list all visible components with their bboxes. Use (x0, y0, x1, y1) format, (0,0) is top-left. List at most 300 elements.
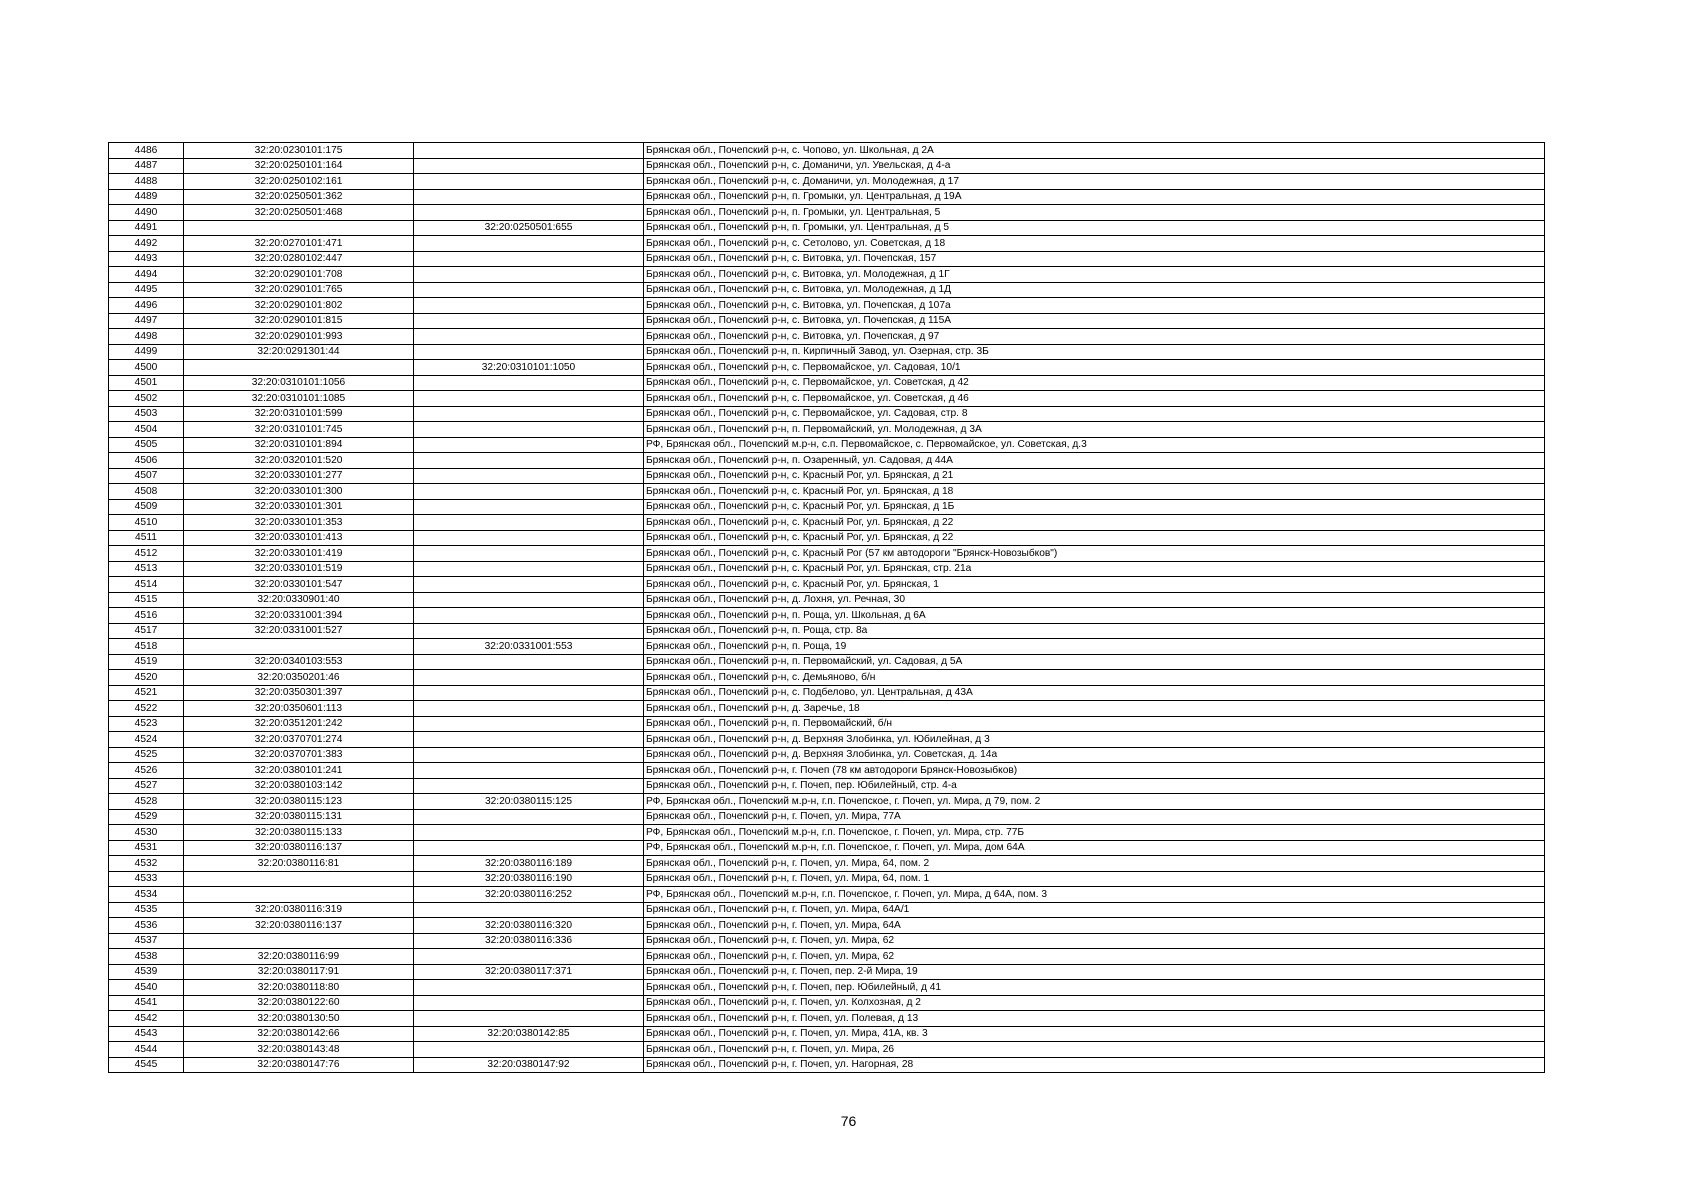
table-row (109, 406, 1545, 422)
table-row (109, 887, 1545, 903)
table-row (109, 344, 1545, 360)
cadastral-number-cell: 32:20:0380116:137 (184, 840, 414, 856)
table-row (109, 856, 1545, 872)
row-number-cell: 4501 (109, 375, 184, 391)
address-cell: Брянская обл., Почепский р-н, с. Красный Рог, ул. Брянская, стр. 21а (644, 561, 1545, 577)
row-number-cell: 4540 (109, 980, 184, 996)
table-row (109, 778, 1545, 794)
address-cell: Брянская обл., Почепский р-н, с. Первомайское, ул. Советская, д 46 (644, 391, 1545, 407)
table-row (109, 298, 1545, 314)
address-cell: РФ, Брянская обл., Почепский м.р-н, г.п. Почепское, г. Почеп, ул. Мира, д 79, пом. 2 (644, 794, 1545, 810)
row-number-cell: 4541 (109, 995, 184, 1011)
cadastral-number-cell (184, 360, 414, 376)
linked-cadastral-number-cell (414, 515, 644, 531)
cadastral-number-cell: 32:20:0310101:1056 (184, 375, 414, 391)
table-row (109, 995, 1545, 1011)
row-number-cell: 4531 (109, 840, 184, 856)
address-cell: Брянская обл., Почепский р-н, с. Витовка, ул. Почепская, д 97 (644, 329, 1545, 345)
table-row (109, 313, 1545, 329)
table-row (109, 1057, 1545, 1073)
linked-cadastral-number-cell: 32:20:0380116:189 (414, 856, 644, 872)
cadastral-number-cell: 32:20:0230101:175 (184, 143, 414, 159)
table-row (109, 840, 1545, 856)
table-row (109, 360, 1545, 376)
cadastral-number-cell: 32:20:0290101:993 (184, 329, 414, 345)
address-cell: Брянская обл., Почепский р-н, с. Первомайское, ул. Садовая, стр. 8 (644, 406, 1545, 422)
address-cell: Брянская обл., Почепский р-н, с. Витовка, ул. Молодежная, д 1Д (644, 282, 1545, 298)
table-row (109, 670, 1545, 686)
address-cell: Брянская обл., Почепский р-н, г. Почеп, ул. Мира, 64, пом. 2 (644, 856, 1545, 872)
address-cell: Брянская обл., Почепский р-н, г. Почеп, ул. Мира, 26 (644, 1042, 1545, 1058)
cadastral-number-cell: 32:20:0270101:471 (184, 236, 414, 252)
table-row (109, 685, 1545, 701)
linked-cadastral-number-cell (414, 267, 644, 283)
cadastral-number-cell (184, 220, 414, 236)
linked-cadastral-number-cell (414, 189, 644, 205)
row-number-cell: 4516 (109, 608, 184, 624)
address-cell: Брянская обл., Почепский р-н, с. Красный Рог, ул. Брянская, д 21 (644, 468, 1545, 484)
table-row (109, 561, 1545, 577)
cadastral-number-cell: 32:20:0330101:419 (184, 546, 414, 562)
linked-cadastral-number-cell: 32:20:0380116:320 (414, 918, 644, 934)
address-cell: Брянская обл., Почепский р-н, с. Витовка, ул. Почепская, д 107а (644, 298, 1545, 314)
row-number-cell: 4489 (109, 189, 184, 205)
address-cell: Брянская обл., Почепский р-н, г. Почеп, пер. Юбилейный, д 41 (644, 980, 1545, 996)
row-number-cell: 4505 (109, 437, 184, 453)
row-number-cell: 4536 (109, 918, 184, 934)
address-cell: Брянская обл., Почепский р-н, г. Почеп, пер. 2-й Мира, 19 (644, 964, 1545, 980)
table-row (109, 871, 1545, 887)
linked-cadastral-number-cell: 32:20:0380142:85 (414, 1026, 644, 1042)
cadastral-number-cell: 32:20:0250501:362 (184, 189, 414, 205)
address-cell: Брянская обл., Почепский р-н, д. Заречье, 18 (644, 701, 1545, 717)
row-number-cell: 4495 (109, 282, 184, 298)
row-number-cell: 4524 (109, 732, 184, 748)
linked-cadastral-number-cell (414, 980, 644, 996)
address-cell: Брянская обл., Почепский р-н, с. Первомайское, ул. Садовая, 10/1 (644, 360, 1545, 376)
row-number-cell: 4511 (109, 530, 184, 546)
cadastral-number-cell: 32:20:0310101:1085 (184, 391, 414, 407)
row-number-cell: 4513 (109, 561, 184, 577)
row-number-cell: 4519 (109, 654, 184, 670)
row-number-cell: 4496 (109, 298, 184, 314)
linked-cadastral-number-cell: 32:20:0380117:371 (414, 964, 644, 980)
table-row (109, 391, 1545, 407)
row-number-cell: 4538 (109, 949, 184, 965)
cadastral-number-cell: 32:20:0330901:40 (184, 592, 414, 608)
row-number-cell: 4525 (109, 747, 184, 763)
row-number-cell: 4526 (109, 763, 184, 779)
address-cell: Брянская обл., Почепский р-н, г. Почеп, ул. Полевая, д 13 (644, 1011, 1545, 1027)
row-number-cell: 4500 (109, 360, 184, 376)
address-cell: Брянская обл., Почепский р-н, п. Роща, 19 (644, 639, 1545, 655)
linked-cadastral-number-cell (414, 949, 644, 965)
linked-cadastral-number-cell (414, 1011, 644, 1027)
address-cell: Брянская обл., Почепский р-н, с. Подбелово, ул. Центральная, д 43А (644, 685, 1545, 701)
linked-cadastral-number-cell (414, 763, 644, 779)
table-row (109, 639, 1545, 655)
table-row (109, 468, 1545, 484)
row-number-cell: 4512 (109, 546, 184, 562)
row-number-cell: 4506 (109, 453, 184, 469)
table-row (109, 282, 1545, 298)
address-cell: Брянская обл., Почепский р-н, с. Красный Рог (57 км автодороги "Брянск-Новозыбков") (644, 546, 1545, 562)
row-number-cell: 4509 (109, 499, 184, 515)
cadastral-number-cell: 32:20:0380116:81 (184, 856, 414, 872)
cadastral-number-cell: 32:20:0380115:133 (184, 825, 414, 841)
address-cell: Брянская обл., Почепский р-н, с. Сетолово, ул. Советская, д 18 (644, 236, 1545, 252)
registry-table-body (109, 143, 1545, 1073)
table-row (109, 980, 1545, 996)
table-row (109, 1042, 1545, 1058)
cadastral-number-cell: 32:20:0330101:353 (184, 515, 414, 531)
cadastral-number-cell: 32:20:0380117:91 (184, 964, 414, 980)
row-number-cell: 4517 (109, 623, 184, 639)
linked-cadastral-number-cell (414, 375, 644, 391)
address-cell: Брянская обл., Почепский р-н, п. Озаренный, ул. Садовая, д 44А (644, 453, 1545, 469)
address-cell: Брянская обл., Почепский р-н, с. Витовка, ул. Почепская, 157 (644, 251, 1545, 267)
linked-cadastral-number-cell (414, 313, 644, 329)
linked-cadastral-number-cell (414, 546, 644, 562)
linked-cadastral-number-cell (414, 809, 644, 825)
address-cell: Брянская обл., Почепский р-н, с. Демьяново, б/н (644, 670, 1545, 686)
address-cell: Брянская обл., Почепский р-н, с. Красный Рог, ул. Брянская, д 18 (644, 484, 1545, 500)
row-number-cell: 4518 (109, 639, 184, 655)
cadastral-number-cell: 32:20:0331001:394 (184, 608, 414, 624)
table-row (109, 530, 1545, 546)
linked-cadastral-number-cell (414, 422, 644, 438)
table-row (109, 794, 1545, 810)
cadastral-number-cell: 32:20:0350601:113 (184, 701, 414, 717)
cadastral-number-cell: 32:20:0380142:66 (184, 1026, 414, 1042)
address-cell: Брянская обл., Почепский р-н, д. Верхняя Злобинка, ул. Юбилейная, д 3 (644, 732, 1545, 748)
row-number-cell: 4528 (109, 794, 184, 810)
linked-cadastral-number-cell (414, 1042, 644, 1058)
address-cell: Брянская обл., Почепский р-н, п. Первомайский, б/н (644, 716, 1545, 732)
address-cell: Брянская обл., Почепский р-н, г. Почеп, ул. Мира, 64А/1 (644, 902, 1545, 918)
linked-cadastral-number-cell (414, 608, 644, 624)
table-row (109, 546, 1545, 562)
row-number-cell: 4542 (109, 1011, 184, 1027)
table-row (109, 251, 1545, 267)
cadastral-number-cell: 32:20:0351201:242 (184, 716, 414, 732)
table-row (109, 918, 1545, 934)
row-number-cell: 4537 (109, 933, 184, 949)
linked-cadastral-number-cell (414, 437, 644, 453)
address-cell: Брянская обл., Почепский р-н, г. Почеп, пер. Юбилейный, стр. 4-а (644, 778, 1545, 794)
row-number-cell: 4488 (109, 174, 184, 190)
cadastral-number-cell: 32:20:0330101:300 (184, 484, 414, 500)
address-cell: Брянская обл., Почепский р-н, г. Почеп, ул. Мира, 62 (644, 949, 1545, 965)
table-row (109, 933, 1545, 949)
cadastral-number-cell: 32:20:0350301:397 (184, 685, 414, 701)
linked-cadastral-number-cell (414, 251, 644, 267)
linked-cadastral-number-cell (414, 902, 644, 918)
address-cell: Брянская обл., Почепский р-н, с. Красный Рог, ул. Брянская, д 22 (644, 530, 1545, 546)
row-number-cell: 4494 (109, 267, 184, 283)
row-number-cell: 4533 (109, 871, 184, 887)
address-cell: Брянская обл., Почепский р-н, с. Красный Рог, ул. Брянская, д 22 (644, 515, 1545, 531)
cadastral-number-cell: 32:20:0330101:277 (184, 468, 414, 484)
cadastral-number-cell: 32:20:0291301:44 (184, 344, 414, 360)
linked-cadastral-number-cell (414, 499, 644, 515)
table-row (109, 422, 1545, 438)
row-number-cell: 4522 (109, 701, 184, 717)
table-row (109, 375, 1545, 391)
cadastral-number-cell: 32:20:0280102:447 (184, 251, 414, 267)
linked-cadastral-number-cell (414, 747, 644, 763)
cadastral-number-cell: 32:20:0380116:319 (184, 902, 414, 918)
address-cell: Брянская обл., Почепский р-н, п. Роща, ул. Школьная, д 6А (644, 608, 1545, 624)
row-number-cell: 4497 (109, 313, 184, 329)
address-cell: Брянская обл., Почепский р-н, д. Верхняя Злобинка, ул. Советская, д. 14а (644, 747, 1545, 763)
linked-cadastral-number-cell (414, 654, 644, 670)
row-number-cell: 4510 (109, 515, 184, 531)
table-row (109, 236, 1545, 252)
table-row (109, 654, 1545, 670)
linked-cadastral-number-cell: 32:20:0331001:553 (414, 639, 644, 655)
linked-cadastral-number-cell: 32:20:0310101:1050 (414, 360, 644, 376)
cadastral-number-cell: 32:20:0331001:527 (184, 623, 414, 639)
address-cell: Брянская обл., Почепский р-н, с. Витовка, ул. Почепская, д 115А (644, 313, 1545, 329)
table-row (109, 499, 1545, 515)
address-cell: Брянская обл., Почепский р-н, п. Первомайский, ул. Молодежная, д 3А (644, 422, 1545, 438)
address-cell: Брянская обл., Почепский р-н, п. Первомайский, ул. Садовая, д 5А (644, 654, 1545, 670)
linked-cadastral-number-cell (414, 592, 644, 608)
row-number-cell: 4544 (109, 1042, 184, 1058)
address-cell: Брянская обл., Почепский р-н, г. Почеп, ул. Колхозная, д 2 (644, 995, 1545, 1011)
table-row (109, 515, 1545, 531)
linked-cadastral-number-cell (414, 685, 644, 701)
address-cell: Брянская обл., Почепский р-н, г. Почеп, ул. Мира, 41А, кв. 3 (644, 1026, 1545, 1042)
linked-cadastral-number-cell (414, 143, 644, 159)
cadastral-number-cell: 32:20:0380122:60 (184, 995, 414, 1011)
cadastral-number-cell: 32:20:0380101:241 (184, 763, 414, 779)
address-cell: Брянская обл., Почепский р-н, п. Роща, стр. 8а (644, 623, 1545, 639)
linked-cadastral-number-cell (414, 701, 644, 717)
table-row (109, 623, 1545, 639)
linked-cadastral-number-cell: 32:20:0380116:336 (414, 933, 644, 949)
table-row (109, 174, 1545, 190)
cadastral-number-cell: 32:20:0380147:76 (184, 1057, 414, 1073)
address-cell: Брянская обл., Почепский р-н, с. Красный Рог, ул. Брянская, 1 (644, 577, 1545, 593)
cadastral-number-cell: 32:20:0330101:413 (184, 530, 414, 546)
linked-cadastral-number-cell (414, 329, 644, 345)
cadastral-number-cell: 32:20:0380115:123 (184, 794, 414, 810)
linked-cadastral-number-cell (414, 158, 644, 174)
row-number-cell: 4529 (109, 809, 184, 825)
table-row (109, 205, 1545, 221)
linked-cadastral-number-cell (414, 840, 644, 856)
address-cell: Брянская обл., Почепский р-н, п. Громыки, ул. Центральная, д 5 (644, 220, 1545, 236)
table-row (109, 143, 1545, 159)
cadastral-number-cell: 32:20:0290101:708 (184, 267, 414, 283)
address-cell: Брянская обл., Почепский р-н, с. Красный Рог, ул. Брянская, д 1Б (644, 499, 1545, 515)
cadastral-number-cell (184, 933, 414, 949)
linked-cadastral-number-cell (414, 236, 644, 252)
address-cell: Брянская обл., Почепский р-н, с. Витовка, ул. Молодежная, д 1Г (644, 267, 1545, 283)
linked-cadastral-number-cell (414, 391, 644, 407)
cadastral-number-cell (184, 887, 414, 903)
linked-cadastral-number-cell (414, 623, 644, 639)
address-cell: Брянская обл., Почепский р-н, г. Почеп, ул. Мира, 64А (644, 918, 1545, 934)
linked-cadastral-number-cell: 32:20:0250501:655 (414, 220, 644, 236)
row-number-cell: 4515 (109, 592, 184, 608)
table-row (109, 747, 1545, 763)
table-row (109, 158, 1545, 174)
address-cell: Брянская обл., Почепский р-н, д. Лохня, ул. Речная, 30 (644, 592, 1545, 608)
table-row (109, 329, 1545, 345)
table-row (109, 701, 1545, 717)
table-row (109, 716, 1545, 732)
address-cell: Брянская обл., Почепский р-н, п. Громыки, ул. Центральная, д 19А (644, 189, 1545, 205)
table-row (109, 949, 1545, 965)
cadastral-number-cell: 32:20:0380116:99 (184, 949, 414, 965)
page-number: 76 (840, 1113, 857, 1129)
cadastral-number-cell: 32:20:0330101:301 (184, 499, 414, 515)
cadastral-number-cell (184, 639, 414, 655)
cadastral-number-cell: 32:20:0380103:142 (184, 778, 414, 794)
linked-cadastral-number-cell (414, 716, 644, 732)
linked-cadastral-number-cell (414, 453, 644, 469)
table-row (109, 1026, 1545, 1042)
table-row (109, 577, 1545, 593)
address-cell: Брянская обл., Почепский р-н, п. Громыки, ул. Центральная, 5 (644, 205, 1545, 221)
address-cell: РФ, Брянская обл., Почепский м.р-н, г.п. Почепское, г. Почеп, ул. Мира, стр. 77Б (644, 825, 1545, 841)
linked-cadastral-number-cell (414, 670, 644, 686)
linked-cadastral-number-cell: 32:20:0380115:125 (414, 794, 644, 810)
address-cell: Брянская обл., Почепский р-н, г. Почеп, ул. Мира, 64, пом. 1 (644, 871, 1545, 887)
linked-cadastral-number-cell (414, 298, 644, 314)
cadastral-number-cell: 32:20:0310101:894 (184, 437, 414, 453)
address-cell: Брянская обл., Почепский р-н, г. Почеп, ул. Мира, 62 (644, 933, 1545, 949)
linked-cadastral-number-cell (414, 205, 644, 221)
row-number-cell: 4492 (109, 236, 184, 252)
cadastral-number-cell: 32:20:0330101:547 (184, 577, 414, 593)
linked-cadastral-number-cell (414, 561, 644, 577)
row-number-cell: 4502 (109, 391, 184, 407)
linked-cadastral-number-cell (414, 282, 644, 298)
linked-cadastral-number-cell (414, 484, 644, 500)
table-row (109, 763, 1545, 779)
row-number-cell: 4508 (109, 484, 184, 500)
table-row (109, 267, 1545, 283)
table-row (109, 1011, 1545, 1027)
cadastral-number-cell: 32:20:0380116:137 (184, 918, 414, 934)
linked-cadastral-number-cell (414, 468, 644, 484)
table-row (109, 902, 1545, 918)
row-number-cell: 4491 (109, 220, 184, 236)
address-cell: РФ, Брянская обл., Почепский м.р-н, г.п. Почепское, г. Почеп, ул. Мира, дом 64А (644, 840, 1545, 856)
row-number-cell: 4490 (109, 205, 184, 221)
address-cell: Брянская обл., Почепский р-н, г. Почеп, ул. Нагорная, 28 (644, 1057, 1545, 1073)
row-number-cell: 4523 (109, 716, 184, 732)
table-row (109, 220, 1545, 236)
cadastral-number-cell: 32:20:0380143:48 (184, 1042, 414, 1058)
linked-cadastral-number-cell: 32:20:0380147:92 (414, 1057, 644, 1073)
cadastral-number-cell: 32:20:0250102:161 (184, 174, 414, 190)
table-row (109, 453, 1545, 469)
cadastral-number-cell: 32:20:0310101:745 (184, 422, 414, 438)
row-number-cell: 4539 (109, 964, 184, 980)
row-number-cell: 4507 (109, 468, 184, 484)
linked-cadastral-number-cell (414, 577, 644, 593)
cadastral-number-cell: 32:20:0320101:520 (184, 453, 414, 469)
linked-cadastral-number-cell (414, 995, 644, 1011)
table-row (109, 592, 1545, 608)
cadastral-number-cell: 32:20:0290101:765 (184, 282, 414, 298)
table-row (109, 809, 1545, 825)
address-cell: Брянская обл., Почепский р-н, г. Почеп (78 км автодороги Брянск-Новозыбков) (644, 763, 1545, 779)
linked-cadastral-number-cell: 32:20:0380116:190 (414, 871, 644, 887)
address-cell: Брянская обл., Почепский р-н, с. Доманичи, ул. Увельская, д 4-а (644, 158, 1545, 174)
cadastral-number-cell: 32:20:0330101:519 (184, 561, 414, 577)
linked-cadastral-number-cell (414, 530, 644, 546)
row-number-cell: 4530 (109, 825, 184, 841)
linked-cadastral-number-cell (414, 825, 644, 841)
cadastral-number-cell: 32:20:0370701:274 (184, 732, 414, 748)
row-number-cell: 4545 (109, 1057, 184, 1073)
row-number-cell: 4486 (109, 143, 184, 159)
address-cell: Брянская обл., Почепский р-н, с. Чопово, ул. Школьная, д 2А (644, 143, 1545, 159)
address-cell: Брянская обл., Почепский р-н, с. Первомайское, ул. Советская, д 42 (644, 375, 1545, 391)
table-row (109, 437, 1545, 453)
table-row (109, 964, 1545, 980)
row-number-cell: 4503 (109, 406, 184, 422)
linked-cadastral-number-cell (414, 778, 644, 794)
cadastral-number-cell (184, 871, 414, 887)
cadastral-number-cell: 32:20:0380118:80 (184, 980, 414, 996)
address-cell: Брянская обл., Почепский р-н, п. Кирпичный Завод, ул. Озерная, стр. 3Б (644, 344, 1545, 360)
table-row (109, 825, 1545, 841)
cadastral-number-cell: 32:20:0340103:553 (184, 654, 414, 670)
cadastral-number-cell: 32:20:0250101:164 (184, 158, 414, 174)
linked-cadastral-number-cell (414, 344, 644, 360)
row-number-cell: 4535 (109, 902, 184, 918)
table-row (109, 189, 1545, 205)
property-registry-table (108, 142, 1545, 1073)
cadastral-number-cell: 32:20:0380115:131 (184, 809, 414, 825)
table-row (109, 608, 1545, 624)
cadastral-number-cell: 32:20:0250501:468 (184, 205, 414, 221)
cadastral-number-cell: 32:20:0380130:50 (184, 1011, 414, 1027)
row-number-cell: 4543 (109, 1026, 184, 1042)
cadastral-number-cell: 32:20:0290101:815 (184, 313, 414, 329)
row-number-cell: 4532 (109, 856, 184, 872)
linked-cadastral-number-cell: 32:20:0380116:252 (414, 887, 644, 903)
cadastral-number-cell: 32:20:0350201:46 (184, 670, 414, 686)
linked-cadastral-number-cell (414, 174, 644, 190)
row-number-cell: 4521 (109, 685, 184, 701)
row-number-cell: 4520 (109, 670, 184, 686)
linked-cadastral-number-cell (414, 406, 644, 422)
table-row (109, 484, 1545, 500)
row-number-cell: 4498 (109, 329, 184, 345)
row-number-cell: 4487 (109, 158, 184, 174)
row-number-cell: 4493 (109, 251, 184, 267)
row-number-cell: 4499 (109, 344, 184, 360)
cadastral-number-cell: 32:20:0310101:599 (184, 406, 414, 422)
cadastral-number-cell: 32:20:0370701:383 (184, 747, 414, 763)
linked-cadastral-number-cell (414, 732, 644, 748)
cadastral-number-cell: 32:20:0290101:802 (184, 298, 414, 314)
address-cell: РФ, Брянская обл., Почепский м.р-н, г.п. Почепское, г. Почеп, ул. Мира, д 64А, пом. 3 (644, 887, 1545, 903)
row-number-cell: 4504 (109, 422, 184, 438)
address-cell: Брянская обл., Почепский р-н, с. Доманичи, ул. Молодежная, д 17 (644, 174, 1545, 190)
row-number-cell: 4534 (109, 887, 184, 903)
row-number-cell: 4527 (109, 778, 184, 794)
row-number-cell: 4514 (109, 577, 184, 593)
